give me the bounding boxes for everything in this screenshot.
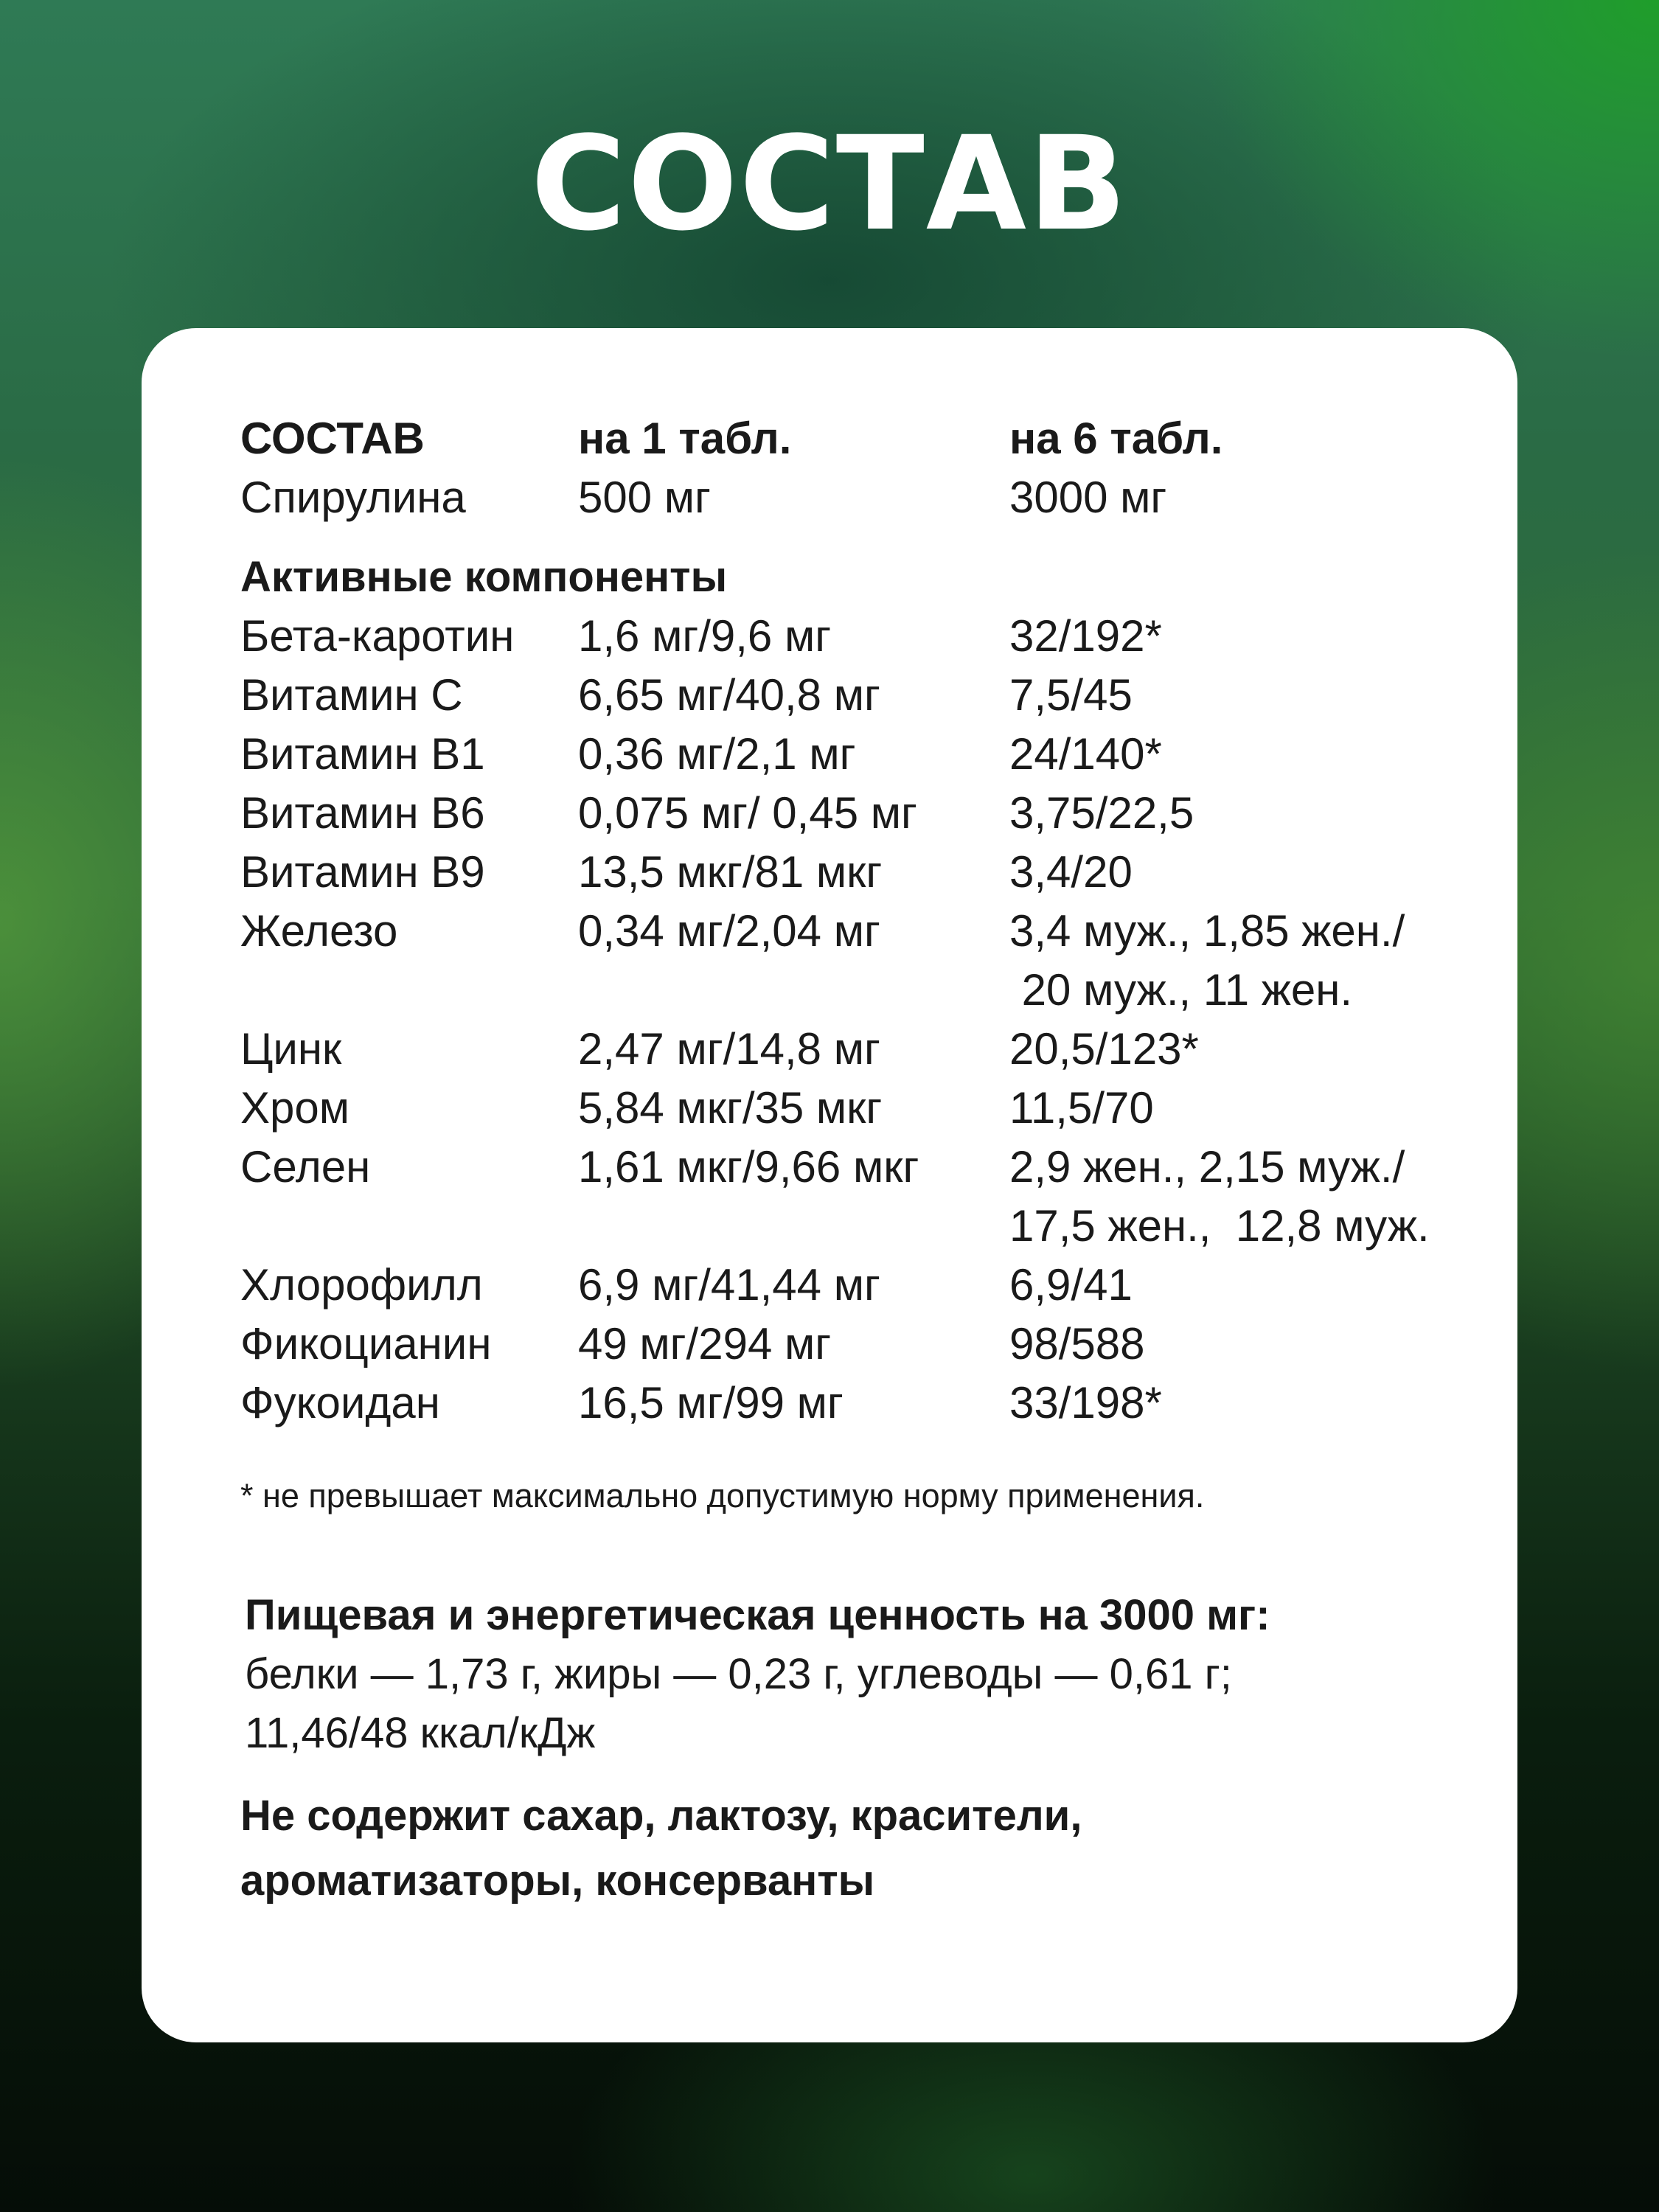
component-per-1: 2,47 мг/14,8 мг [578,1024,880,1074]
component-row [240,607,1479,666]
component-name: Железо [240,906,398,956]
nutrition-title: Пищевая и энергетическая ценность на 3000 мг: [245,1591,1270,1639]
header-per-6-tablets: на 6 табл. [1009,414,1223,463]
component-row [240,1138,1479,1197]
spirulina-row [240,468,1479,527]
free-from-block [240,1784,1479,1913]
component-per-6: 32/192* [1009,611,1162,661]
spirulina-name: Спирулина [240,473,466,522]
component-row [240,1374,1479,1433]
component-row [240,843,1479,902]
component-per-6: 98/588 [1009,1319,1145,1368]
component-per-6: 3,4 муж., 1,85 жен./ [1009,906,1405,956]
active-components-list [240,607,1479,1433]
spacer [240,527,1479,548]
component-row [240,1079,1479,1138]
table-header-row [240,409,1479,468]
component-per-6: 3,4/20 [1009,847,1133,897]
component-per-1: 0,36 мг/2,1 мг [578,729,856,779]
component-per-1: 6,9 мг/41,44 мг [578,1260,880,1310]
component-per-1: 0,34 мг/2,04 мг [578,906,880,956]
component-per-6-continuation: 20 муж., 11 жен. [1009,965,1353,1015]
page-title: СОСТАВ [530,108,1129,260]
active-components-title: Активные компоненты [240,553,728,601]
component-per-6: 6,9/41 [1009,1260,1133,1310]
component-name: Фукоидан [240,1378,440,1427]
footnote: * не превышает максимально допустимую норму применения. [240,1477,1205,1514]
component-row-continuation [240,1197,1479,1256]
component-name: Фикоцианин [240,1319,492,1368]
component-name: Селен [240,1142,371,1192]
component-per-6-continuation: 17,5 жен., 12,8 муж. [1009,1201,1430,1251]
component-name: Цинк [240,1024,342,1074]
component-row [240,902,1479,961]
nutrition-line-1: белки — 1,73 г, жиры — 0,23 г, углеводы — 0,61 г; [245,1650,1232,1698]
header-per-1-tablet: на 1 табл. [578,414,792,463]
header-name: СОСТАВ [240,414,425,463]
component-per-6: 20,5/123* [1009,1024,1199,1074]
component-name: Хлорофилл [240,1260,483,1310]
component-row [240,666,1479,725]
component-row-continuation [240,961,1479,1020]
component-name: Бета-каротин [240,611,515,661]
component-name: Витамин В1 [240,729,485,779]
component-name: Витамин В6 [240,788,485,838]
component-per-1: 5,84 мкг/35 мкг [578,1083,883,1133]
component-per-6: 11,5/70 [1009,1083,1154,1133]
component-row [240,1315,1479,1374]
nutrition-block [240,1586,1479,1763]
component-row [240,1256,1479,1315]
component-per-1: 49 мг/294 мг [578,1319,832,1368]
component-per-6: 7,5/45 [1009,670,1133,720]
component-per-1: 13,5 мкг/81 мкг [578,847,883,897]
free-from-line-2: ароматизаторы, консерванты [240,1857,875,1905]
component-per-1: 1,61 мкг/9,66 мкг [578,1142,919,1192]
component-per-1: 0,075 мг/ 0,45 мг [578,788,917,838]
composition-card [142,328,1517,2042]
component-name: Хром [240,1083,350,1133]
component-per-1: 6,65 мг/40,8 мг [578,670,880,720]
component-per-1: 1,6 мг/9,6 мг [578,611,832,661]
spirulina-per-6: 3000 мг [1009,473,1167,522]
component-per-6: 24/140* [1009,729,1162,779]
composition-content [240,409,1479,1913]
component-row [240,784,1479,843]
component-row [240,725,1479,784]
nutrition-line-2: 11,46/48 ккал/кДж [245,1709,596,1757]
component-row [240,1020,1479,1079]
free-from-line-1: Не содержит сахар, лактозу, красители, [240,1792,1082,1840]
component-name: Витамин С [240,670,463,720]
component-per-6: 3,75/22,5 [1009,788,1194,838]
component-name: Витамин В9 [240,847,485,897]
component-per-6: 33/198* [1009,1378,1162,1427]
component-per-1: 16,5 мг/99 мг [578,1378,844,1427]
component-per-6: 2,9 жен., 2,15 муж./ [1009,1142,1405,1192]
spirulina-per-1: 500 мг [578,473,711,522]
